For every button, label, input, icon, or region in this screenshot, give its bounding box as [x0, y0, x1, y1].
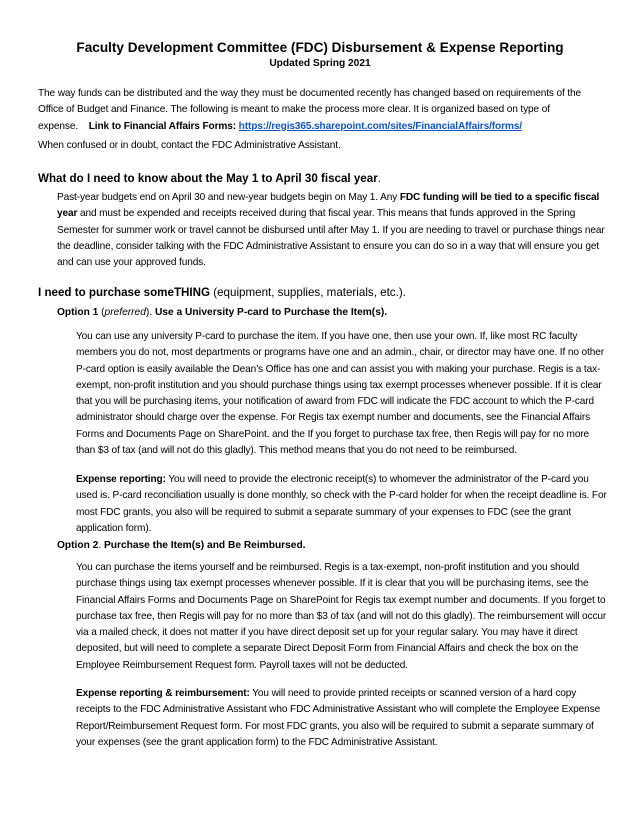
option2-separator: .: [98, 540, 104, 551]
option2-heading: [57, 539, 607, 553]
option1-reporting-label: Expense reporting:: [76, 474, 166, 485]
fiscal-year-paragraph: [57, 190, 607, 271]
fiscal-year-text-1: Past-year budgets end on April 30 and new-year budgets begin on May 1. Any: [57, 192, 400, 203]
option1-heading: [57, 306, 607, 320]
fiscal-year-heading-text: What do I need to know about the May 1 to April 30 fiscal year: [38, 172, 378, 185]
option1-reporting-text: You will need to provide the electronic receipt(s) to whomever the administrator of the P-card you used is. P-card reconciliation usually is done monthly, so check with the P-card holder for when the receipt deadline is. For most FDC grants, you also will be required to submit a separate summary of your expenses to FDC (see the grant application form).: [76, 474, 607, 534]
purchase-heading: [38, 285, 606, 300]
financial-affairs-forms-link[interactable]: https://regis365.sharepoint.com/sites/FinancialAffairs/forms/: [238, 120, 522, 132]
fiscal-year-heading-period: .: [377, 172, 381, 185]
contact-note: When confused or in doubt, contact the FDC Administrative Assistant.: [38, 140, 341, 151]
option1-preferred: preferred: [104, 307, 146, 318]
option2-title: Purchase the Item(s) and Be Reimbursed.: [103, 540, 306, 551]
option2-body: You can purchase the items yourself and be reimbursed. Regis is a tax-exempt, non-profit institution and you should purchase things using tax exempt processes whenever possible. If it is clear that you will be purchasing items, see the Financial Affairs Forms and Documents Page on SharePoint for Regis tax exempt number and documents. If you forget to purchase tax free, then Regis will pay for no more than $3 of tax (and will not do this gladly). The reimbursement will occur via a mailed check, it does not matter if you have direct deposit set up for your regular salary. You may have it direct deposited, but will need to complete a separate Direct Deposit Form from Financial Affairs and check the box on the Employee Reimbursement Request form. Payroll taxes will not be deducted.: [76, 562, 607, 671]
option2-label: Option 2: [57, 540, 99, 551]
purchase-heading-bold: I need to purchase someTHING: [38, 286, 211, 299]
fiscal-year-bold-text: FDC funding will be tied to a specific fiscal year: [57, 192, 600, 220]
option1-paren-open: (: [98, 307, 105, 318]
forms-link-label: Link to Financial Affairs Forms:: [88, 120, 236, 132]
fiscal-year-text-2: and must be expended and receipts received during that fiscal year. This means that funds approved in the Spring Semester for summer work or travel cannot be disbursed until after May 1. If you are needing to travel or purchase things near the deadline, consider talking with the FDC Administrative Assistant to ensure you can do so in a way that will ensure you get and can use your approved funds.: [57, 208, 605, 269]
option1-label: Option 1: [57, 307, 99, 318]
fiscal-year-heading: [38, 171, 606, 186]
document-title: Faculty Development Committee (FDC) Disbursement & Expense Reporting: [76, 40, 564, 55]
purchase-heading-normal: (equipment, supplies, materials, etc.).: [210, 286, 406, 299]
intro-text: The way funds can be distributed and the way they must be documented recently has changed based on requirements of the Office of Budget and Finance. The following is meant to make the process more clear. It is organized based on type of expense.: [38, 88, 582, 132]
option1-title: Use a University P-card to Purchase the Item(s).: [154, 307, 388, 318]
option1-body: You can use any university P-card to purchase the item. If you have one, then use your own. If, like most RC faculty members you do not, most departments or programs have one and an admin., chair, or director may have one. If no other P-card option is easily available the Dean’s Office has one and can assist you with making your purchase. Regis is a tax-exempt, non-profit institution and you should purchase things using tax exempt processes whenever possible. If it is clear that you will be purchasing items, your notification of award from FDC will indicate the FDC account to which the P-card administrator should charge over the expense. For Regis tax exempt number and documents, see the Financial Affairs Forms and Documents Page on SharePoint. and the If you forget to purchase tax free, then Regis will pay for no more than $3 of tax (and will not do this gladly). This method means that you do not need to be reimbursed.: [76, 331, 604, 457]
option2-reporting-label: Expense reporting & reimbursement:: [76, 688, 250, 699]
document-subtitle: Updated Spring 2021: [269, 58, 371, 69]
intro-paragraph: [38, 86, 606, 135]
option2-expense-reporting: [76, 686, 607, 751]
option2-reporting-text: You will need to provide printed receipts or scanned version of a hard copy receipts to the FDC Administrative Assistant who FDC Administrative Assistant who will complete the Employee Expense Report/Reimbursement Request form. For most FDC grants, you also will be required to submit a separate summary of your expenses (see the grant application form) to the FDC Administrative Assistant.: [76, 688, 601, 748]
option1-paren-close: ).: [145, 307, 155, 318]
option1-expense-reporting: [76, 472, 607, 537]
